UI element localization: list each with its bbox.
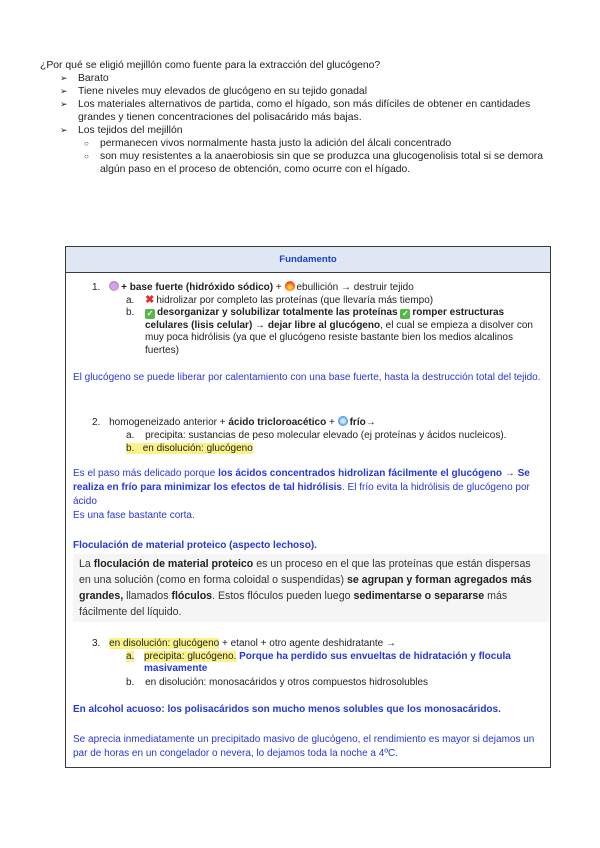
step-1-a: a. ✖ hidrolizar por completo las proteínas (que llevaría más tiempo) xyxy=(126,294,434,306)
arrow-bullet-icon: ➢ xyxy=(60,73,68,83)
list-subitem: ○ permanecen vivos normalmente hasta justo la adición del álcali concentrado xyxy=(84,138,452,149)
check-mark-icon: ✓ xyxy=(146,309,154,318)
step-3: 3. en disolución: glucógeno + etanol + otro agente deshidratante → xyxy=(92,638,397,649)
step-2-a: a. precipita: sustancias de peso molecular elevado (ej proteínas y ácidos nucleicos). xyxy=(126,430,507,441)
circle-bullet-icon: ○ xyxy=(84,152,89,161)
check-mark-icon: ✓ xyxy=(402,309,409,318)
floculacion-quote: La floculación de material proteico es un proceso en el que las proteínas que están dispersas en una solución (como en forma coloidal o suspendidas) se agrupan y forman agregados más grandes, llamados flóculos. Estos flóculos pueden luego sedimentarse o separarse más fácilmente del líquido. xyxy=(73,554,549,622)
step-3-a-label: a. xyxy=(126,651,135,662)
arrow-bullet-icon: ➢ xyxy=(60,86,68,96)
snowflake-icon xyxy=(338,416,348,426)
floculacion-heading: Floculación de material proteico (aspecto lechoso). xyxy=(73,540,317,551)
step-3-a: precipita: glucógeno. Porque ha perdido sus envueltas de hidratación y flocula masivamente xyxy=(144,651,511,675)
list-item: ➢ Barato xyxy=(60,73,109,84)
step-2-b: b. en disolución: glucógeno xyxy=(126,443,253,454)
note-acido: Es el paso más delicado porque los ácidos concentrados hidrolizan fácilmente el glucógeno → Se realiza en frío para minimizar los efectos de tal hidrólisis. El frío evita la hidrólisis de glucógeno por ácido Es una fase bastante corta. xyxy=(73,468,530,521)
list-item: ➢ Los tejidos del mejillón xyxy=(60,125,183,136)
arrow-bullet-icon: ➢ xyxy=(60,125,68,135)
list-item: ➢ Tiene niveles muy elevados de glucógeno en su tejido gonadal xyxy=(60,86,368,97)
list-subitem: ○ son muy resistentes a la anaerobiosis sin que se produzca una glucogenolisis total si se demora algún paso en el proceso de obtención, como ocurre con el hígado. xyxy=(84,151,544,175)
list-item: ➢ Los materiales alternativos de partida, como el hígado, son más difíciles de obtener en cantidades grandes y tienen concentraciones del polisacárido más bajas. xyxy=(60,99,531,123)
step-1-b-label: b. xyxy=(126,307,135,318)
step-2: 2. homogeneizado anterior + ácido tricloroacético + frío→ xyxy=(92,417,376,428)
question-answer-list xyxy=(60,72,560,176)
step-1: 1. + base fuerte (hidróxido sódico) + ebullición → destruir tejido xyxy=(92,282,414,293)
circle-bullet-icon: ○ xyxy=(84,139,89,148)
question-title: ¿Por qué se eligió mejillón como fuente para la extracción del glucógeno? xyxy=(40,60,381,71)
cross-mark-icon: ✖ xyxy=(145,294,155,306)
note-alcohol: En alcohol acuoso: los polisacáridos son mucho menos solubles que los monosacáridos. xyxy=(73,704,501,715)
box-title: Fundamento xyxy=(66,247,550,273)
arrow-bullet-icon: ➢ xyxy=(60,99,68,109)
step-3-b: b. en disolución: monosacáridos y otros compuestos hidrosolubles xyxy=(126,677,429,688)
note-precipitado: Se aprecia inmediatamente un precipitado masivo de glucógeno, el rendimiento es mayor si dejamos un par de horas en un congelador o nevera, lo dejamos toda la noche a 4ºC. xyxy=(73,734,535,759)
step-1-b: ✓ desorganizar y solubilizar totalmente las proteínas ✓ romper estructuras celulares (lisis celular) → dejar libre al glucógeno, el cual se empieza a disolver con muy poca hidrólisis (ya que el glucógeno resiste bastante bien los medios alcalinos fuertes) xyxy=(145,307,533,356)
fire-icon xyxy=(285,281,295,291)
flask-icon xyxy=(109,281,119,291)
note-base-fuerte: El glucógeno se puede liberar por calentamiento con una base fuerte, hasta la destrucción total del tejido. xyxy=(73,372,541,383)
